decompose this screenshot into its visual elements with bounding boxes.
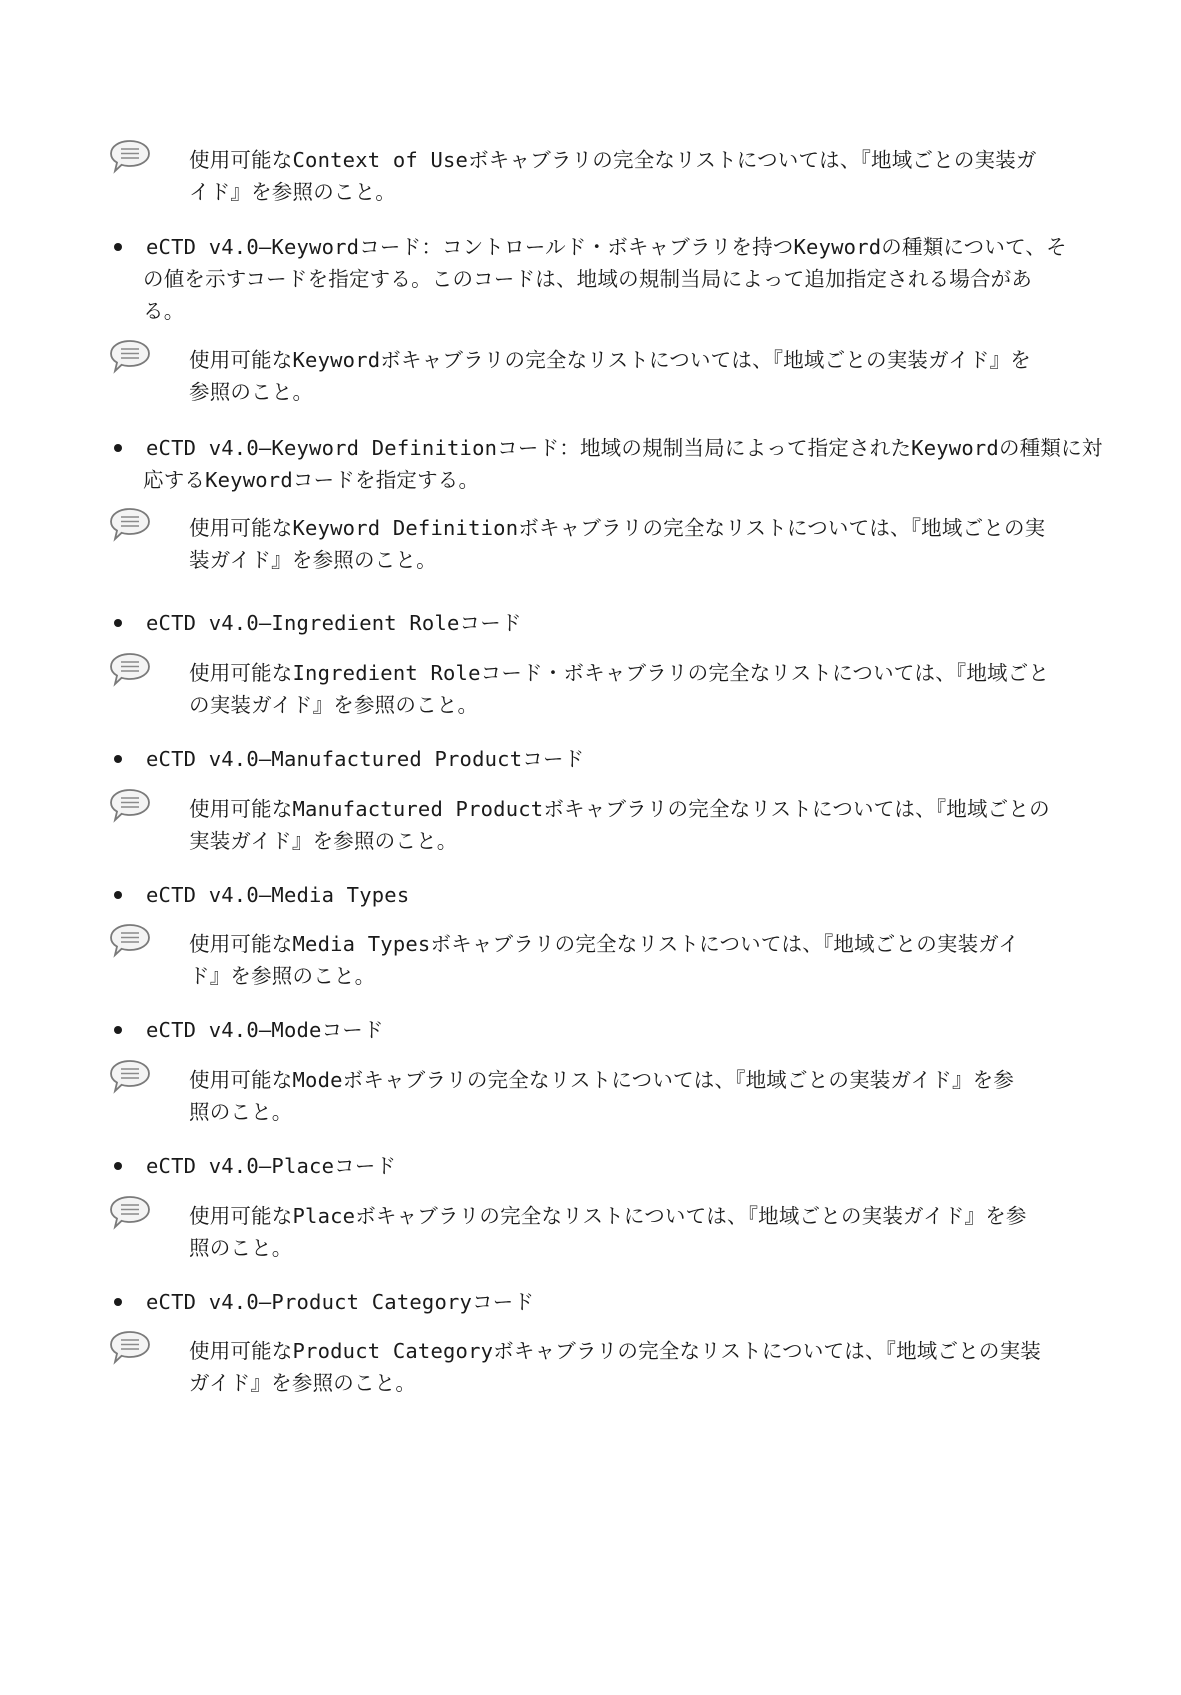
- bullet-dot-icon: [114, 755, 122, 763]
- note-text-line: 使用可能なIngredient Roleコード・ボキャブラリの完全なリストについては、『地域ごと: [189, 661, 1050, 685]
- bullet-text-line: eCTD v4.0―Media Types: [146, 883, 410, 907]
- note-text-line: 実装ガイド』を参照のこと。: [189, 829, 458, 853]
- note-comment-icon: [108, 921, 152, 961]
- note-comment-icon: [108, 1057, 152, 1097]
- bullet-dot-icon: [114, 243, 122, 251]
- bullet-text-line: の値を示すコードを指定する。このコードは、地域の規制当局によって追加指定される場合があ: [143, 267, 1033, 291]
- bullet-text-line: eCTD v4.0―Keyword Definitionコード：地域の規制当局によって指定されたKeywordの種類に対: [146, 436, 1103, 460]
- bullet-text-line: eCTD v4.0―Manufactured Productコード: [146, 747, 585, 771]
- bullet-text-line: eCTD v4.0―Ingredient Roleコード: [146, 611, 522, 635]
- bullet-dot-icon: [114, 891, 122, 899]
- note-text-line: 装ガイド』を参照のこと。: [189, 548, 437, 572]
- note-comment-icon: [108, 337, 152, 377]
- bullet-text-line: eCTD v4.0―Modeコード: [146, 1018, 384, 1042]
- bullet-text-line: eCTD v4.0―Placeコード: [146, 1154, 397, 1178]
- bullet-text-line: 応するKeywordコードを指定する。: [143, 468, 480, 492]
- bullet-dot-icon: [114, 1162, 122, 1170]
- note-text-line: 使用可能なMedia Typesボキャブラリの完全なリストについては、『地域ごとの実装ガイ: [189, 932, 1020, 956]
- note-text-line: の実装ガイド』を参照のこと。: [189, 693, 479, 717]
- note-text-line: 使用可能なProduct Categoryボキャブラリの完全なリストについては、『地域ごとの実装: [189, 1339, 1042, 1363]
- note-comment-icon: [108, 137, 152, 177]
- note-text-line: 使用可能なContext of Useボキャブラリの完全なリストについては、『地域ごとの実装ガ: [189, 148, 1037, 172]
- note-text-line: 使用可能なPlaceボキャブラリの完全なリストについては、『地域ごとの実装ガイド』を参: [189, 1204, 1027, 1228]
- note-comment-icon: [108, 1193, 152, 1233]
- note-text-line: 使用可能なManufactured Productボキャブラリの完全なリストについては、『地域ごとの: [189, 797, 1050, 821]
- note-text-line: 使用可能なKeyword Definitionボキャブラリの完全なリストについては、『地域ごとの実: [189, 516, 1046, 540]
- note-text-line: 使用可能なKeywordボキャブラリの完全なリストについては、『地域ごとの実装ガイド』を: [189, 348, 1032, 372]
- note-text-line: ガイド』を参照のこと。: [189, 1371, 417, 1395]
- bullet-dot-icon: [114, 619, 122, 627]
- note-comment-icon: [108, 650, 152, 690]
- bullet-text-line: る。: [143, 299, 185, 323]
- note-text-line: 参照のこと。: [189, 380, 314, 404]
- note-text-line: 使用可能なModeボキャブラリの完全なリストについては、『地域ごとの実装ガイド』を参: [189, 1068, 1015, 1092]
- note-text-line: イド』を参照のこと。: [189, 180, 396, 204]
- bullet-dot-icon: [114, 1026, 122, 1034]
- note-text-line: 照のこと。: [189, 1236, 293, 1260]
- note-text-line: ド』を参照のこと。: [189, 964, 376, 988]
- note-text-line: 照のこと。: [189, 1100, 293, 1124]
- bullet-text-line: eCTD v4.0―Product Categoryコード: [146, 1290, 535, 1314]
- bullet-dot-icon: [114, 444, 122, 452]
- note-comment-icon: [108, 786, 152, 826]
- note-comment-icon: [108, 505, 152, 545]
- bullet-dot-icon: [114, 1298, 122, 1306]
- bullet-text-line: eCTD v4.0―Keywordコード：コントロールド・ボキャブラリを持つKeywordの種類について、そ: [146, 235, 1067, 259]
- note-comment-icon: [108, 1328, 152, 1368]
